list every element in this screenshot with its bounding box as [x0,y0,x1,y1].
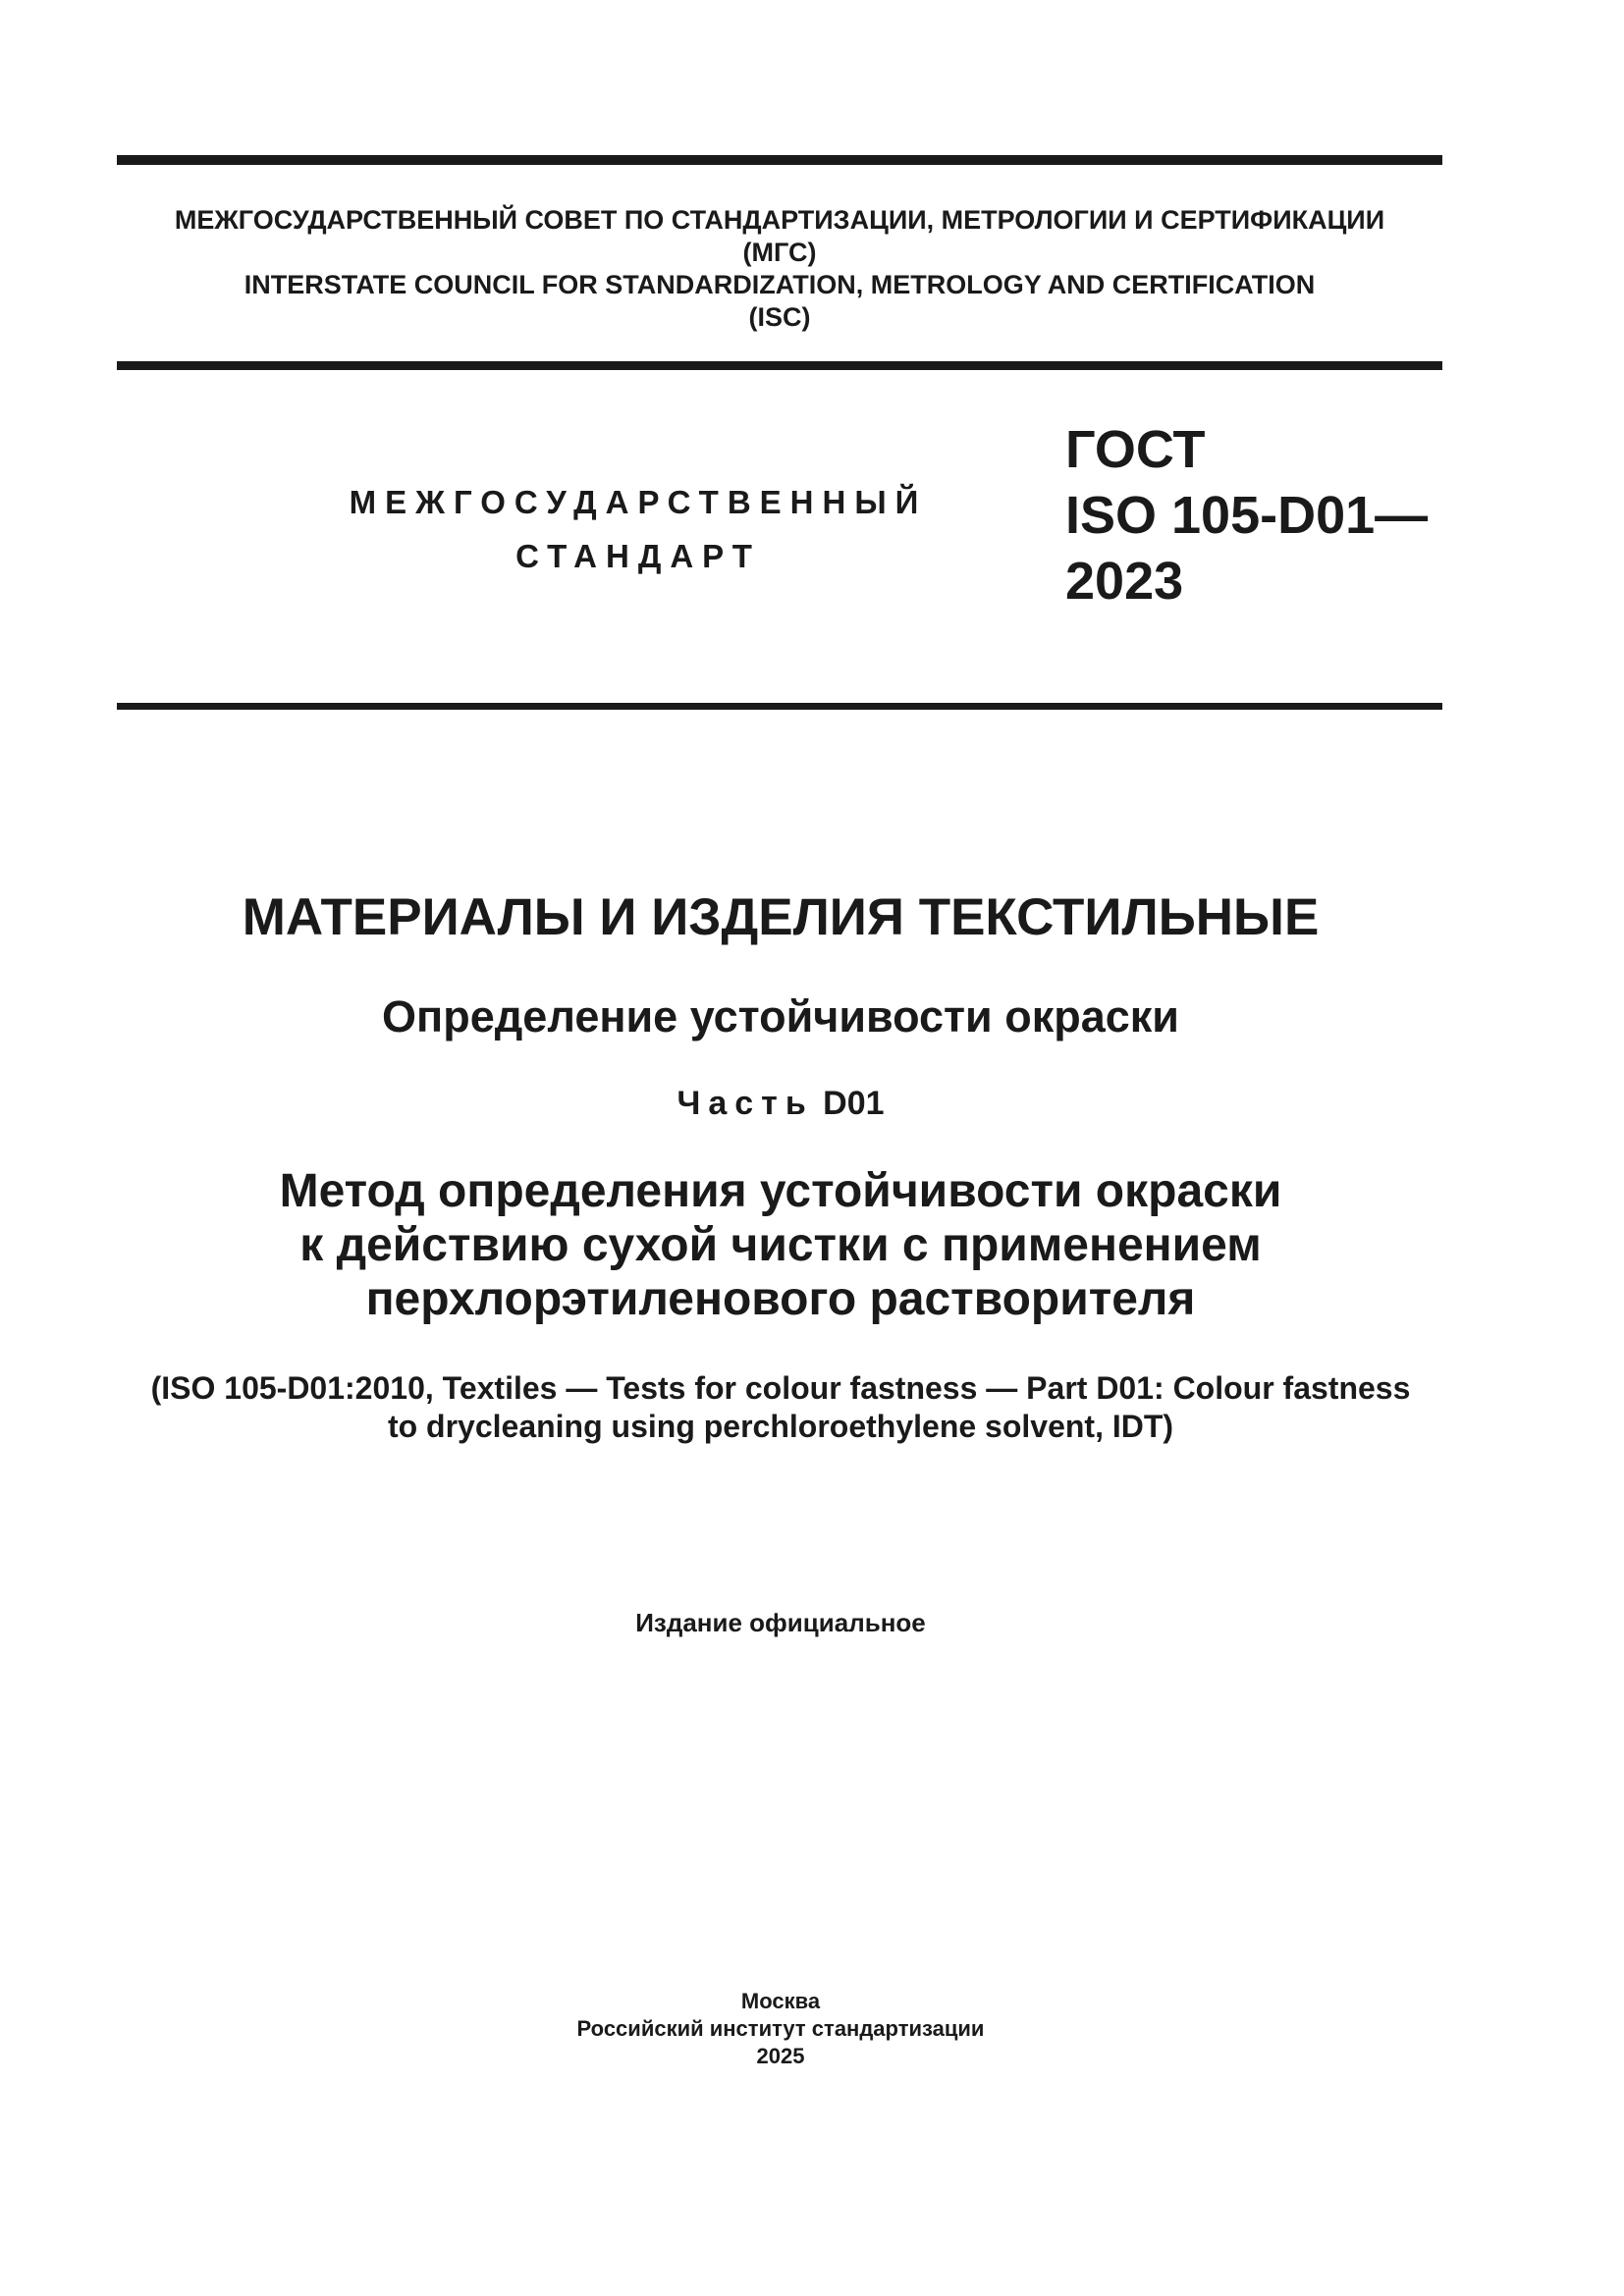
imprint-publisher: Российский институт стандартизации [576,2016,985,2041]
top-rule [117,155,1442,165]
council-abbr-ru: (МГС) [742,238,817,267]
imprint-city: Москва [740,1989,821,2013]
council-name-ru: МЕЖГОСУДАРСТВЕННЫЙ СОВЕТ ПО СТАНДАРТИЗАЦИИ, МЕТРОЛОГИИ И СЕРТИФИКАЦИИ [174,205,1385,235]
designation-line2: ISO 105-D01— [1065,486,1429,545]
part-code: D01 [823,1085,885,1122]
header-rule [117,361,1442,370]
standard-kind [295,475,982,583]
international-reference [98,1369,1463,1446]
council-name-en: INTERSTATE COUNCIL FOR STANDARDIZATION, METROLOGY AND CERTIFICATION [244,270,1316,299]
document-subtitle: Определение устойчивости окраски [382,991,1179,1041]
method-title-line3: перхлорэтиленового растворителя [365,1273,1196,1325]
part-word: Часть [677,1085,814,1122]
part-heading [98,1082,1463,1125]
international-reference-line2: to drycleaning using perchloroethylene solvent, IDT) [387,1409,1174,1444]
council-abbr-en: (ISC) [748,302,811,332]
standard-designation [1065,417,1428,614]
international-reference-line1: (ISO 105-D01:2010, Textiles — Tests for colour fastness — Part D01: Colour fastness [150,1370,1411,1406]
designation-rule [117,703,1442,710]
imprint-year: 2025 [756,2044,805,2068]
edition-label: Издание официальное [635,1608,926,1637]
method-title-line1: Метод определения устойчивости окраски [279,1165,1282,1217]
method-title-line2: к действию сухой чистки с применением [299,1219,1262,1271]
designation-line1: ГОСТ [1065,420,1206,479]
method-title [98,1164,1463,1326]
standard-kind-line2: СТАНДАРТ [515,538,761,574]
designation-line3: 2023 [1065,552,1184,611]
imprint [98,1988,1463,2070]
document-title: МАТЕРИАЛЫ И ИЗДЕЛИЯ ТЕКСТИЛЬНЫЕ [242,888,1320,946]
standard-kind-line1: МЕЖГОСУДАРСТВЕННЫЙ [349,484,928,520]
council-header [117,204,1442,334]
